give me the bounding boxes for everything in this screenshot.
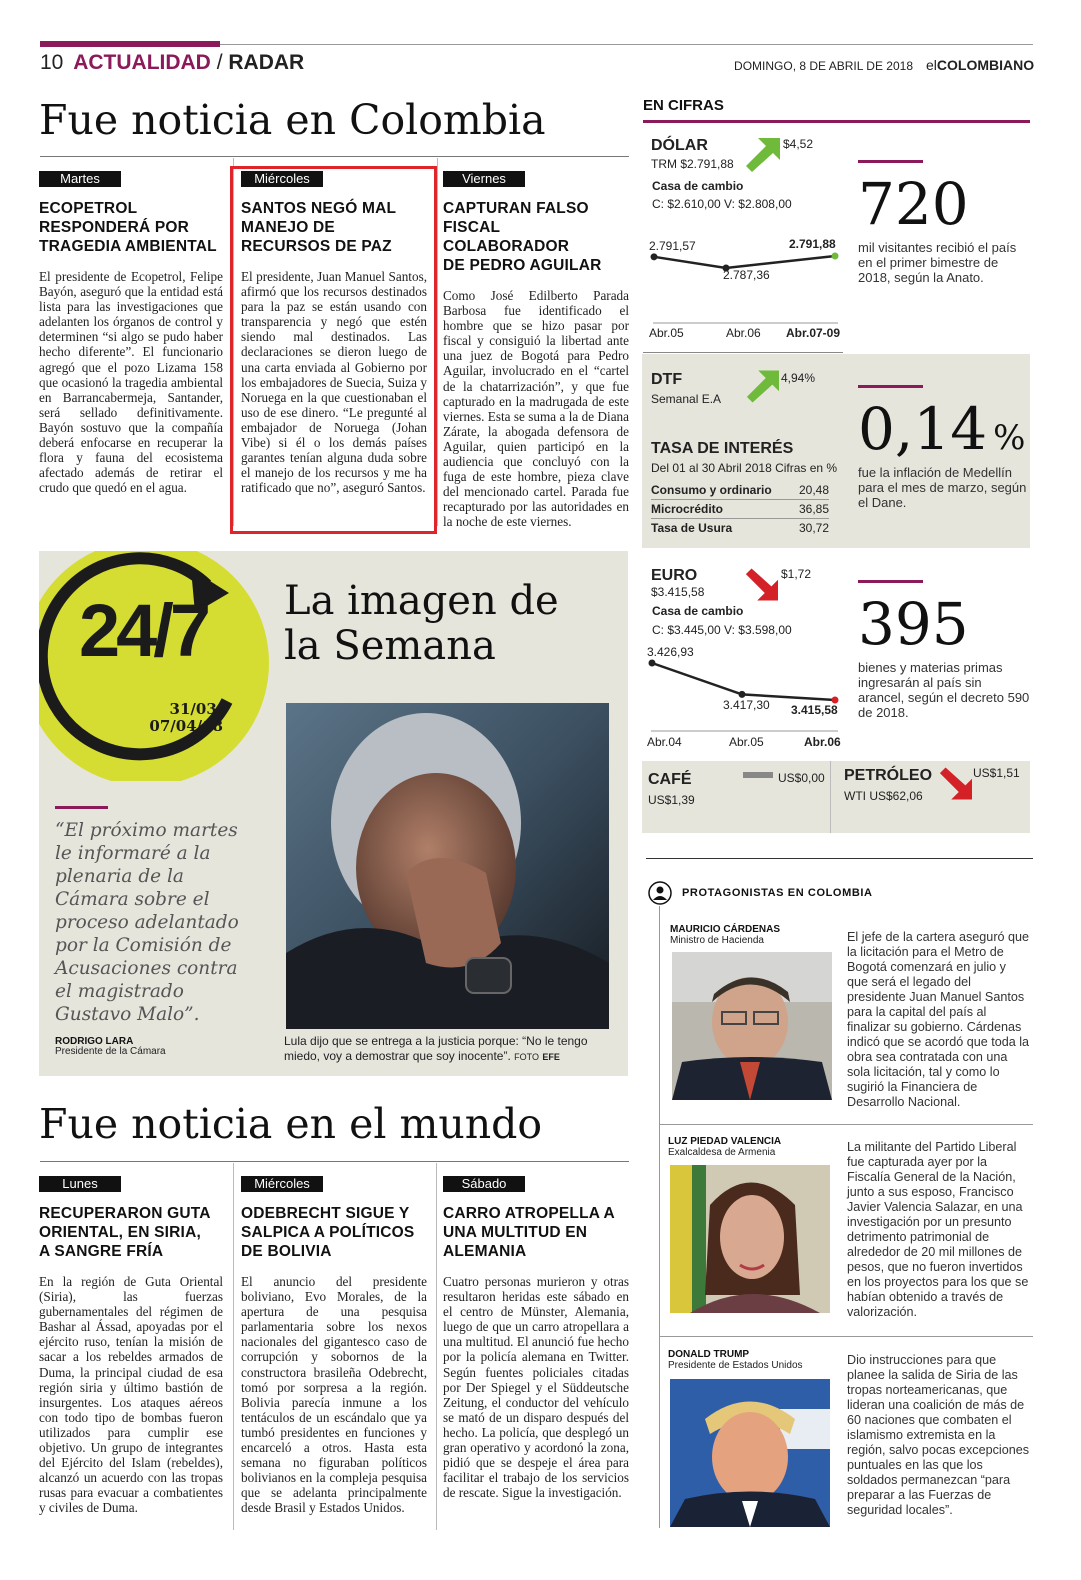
story-body: Cuatro personas murieron y otras resultaron heridas este sábado en el centro de Münster, Alemania, luego de que un carro atropellara a una multitud. El anunció fue hecho por la policía alemana en Twitter. Según fuentes policiales citadas por Der Spiegel y el Süddeutsche Zeitung, el conductor del vehículo se mató de un disparo después del hecho. La policía, que desplegó un gran operativo y acordonó la zona, pidió que se despeje el área para facilitar el trabajo de los servicios de rescate. Sigue la investigación. [443, 1274, 629, 1501]
valencia-photo [670, 1165, 830, 1313]
protagonist-text: La militante del Partido Liberal fue capturada ayer por la Fiscalía General de la Nación, junto a sus esposo, Francisco Javier Valencia Salazar, en una investigación por un presunto detrimento patrimonial de alrededor de 20 mil millones de pesos, que no fueron invertidos en los proyectos para los que se habían obtenido a través de valorización. [847, 1140, 1029, 1319]
mundo-col-divider-2 [436, 1163, 437, 1530]
colombia-story-2 [241, 171, 427, 495]
euro-name: EURO [651, 567, 698, 584]
quote-text: “El próximo martes le informaré a la plenaria de la Cámara sobre el proceso adelantado por la Comisión de Acusaciones contra el magistrado Gustavo Malo”. [55, 820, 239, 1025]
story-headline: ODEBRECHT SIGUE Y SALPICA A POLÍTICOS DE BOLIVIA [241, 1205, 415, 1260]
dolar-casa-label: Casa de cambio [652, 179, 744, 193]
protagonist-role: Ministro de Hacienda [670, 935, 764, 946]
day-tag: Miércoles [241, 171, 323, 187]
day-tag: Lunes [39, 1176, 121, 1192]
protagonist-role: Exalcaldesa de Armenia [668, 1147, 776, 1158]
panel-divider [830, 761, 831, 833]
fact-text: bienes y materias primas ingresarán al país sin arancel, según el decreto 590 de 2018. [858, 660, 1030, 720]
protagonist-role: Presidente de Estados Unidos [668, 1360, 803, 1371]
story-body: Como José Edilberto Parada Barbosa fue identificado el hombre que se hizo pasar por fiscal y consiguió la libertad ante una juez de Bogotá para Pedro Aguilar, involucrado en el “cartel de la chatarrización”, y que fue capturado en la madrugada de este viernes. Esta se suma a la de Diana Zárate, la abogada defensora de Aguilar, quien participó en la audiencia que concluyó con la fuga de este hombre, pieza clave del mencionado cartel. Parada fue recapturado por las autoridades en la noche de este viernes. [443, 288, 629, 530]
dolar-xlabel-2: Abr.06 [726, 326, 761, 340]
colombia-col-divider-2 [437, 158, 438, 526]
day-tag: Miércoles [241, 1176, 323, 1192]
protagonist-name: MAURICIO CÁRDENAS [670, 924, 780, 935]
fact-text: fue la inflación de Medellín para el mes de marzo, según el Dane. [858, 465, 1027, 510]
euro-point-2 [739, 691, 746, 698]
dolar-value-3: 2.791,88 [789, 237, 836, 251]
imagen-panel [39, 551, 628, 1076]
tasa-sub: Del 01 al 30 Abril 2018 Cifras en % [651, 461, 838, 475]
arrow-down-icon [744, 568, 778, 601]
day-tag: Martes [39, 171, 121, 187]
mundo-col-divider-1 [233, 1163, 234, 1530]
fact-3 [858, 580, 1030, 720]
header-accent-bar [40, 41, 220, 47]
petroleo-name: PETRÓLEO [844, 767, 933, 784]
table-row: Microcrédito 36,85 [651, 500, 829, 519]
table-row: Tasa de Usura 30,72 [651, 521, 829, 535]
euro-value-1: 3.426,93 [647, 645, 694, 659]
story-headline: RECUPERARON GUTA ORIENTAL, EN SIRIA, A SANGRE FRÍA [39, 1205, 211, 1260]
cafe-price: US$1,39 [648, 793, 695, 807]
cafe-petroleo-panel [642, 761, 1030, 833]
euro-change: $1,72 [781, 567, 812, 581]
section-name[interactable]: ACTUALIDAD [73, 51, 211, 74]
header-rule [220, 44, 1033, 45]
dtf-value: 4,94% [781, 371, 816, 385]
euro-xlabel-3: Abr.06 [804, 735, 841, 749]
mundo-story-2 [241, 1176, 427, 1516]
dolar-point-1 [651, 253, 658, 260]
badge-dates: 31/03- 07/04/18 [149, 700, 223, 735]
euro-casa-label: Casa de cambio [652, 604, 744, 618]
fact-rule [858, 385, 923, 388]
photo-caption: Lula dijo que se entrega a la justicia porque: “No le tengo miedo, voy a demostrar que soy inocente”. FOTO EFE [284, 1034, 588, 1063]
cifras-rule [643, 120, 1030, 123]
dolar-divider [643, 352, 843, 353]
cafe-change: US$0,00 [778, 771, 825, 785]
photo-credit: EFE [542, 1052, 560, 1062]
section-separator: / [216, 51, 223, 74]
fact-number: 720 [858, 170, 969, 238]
euro-xlabel-2: Abr.05 [729, 735, 764, 749]
quote-rule [55, 806, 108, 809]
dolar-change: $4,52 [783, 137, 814, 151]
story-body: El presidente, Juan Manuel Santos, afirmó que los recursos destinados para la paz se están usando con transparencia y negó que estén siendo mal destinados. Las declaraciones se dieron luego de una carta enviada al Gobierno por los embajadores de Suecia, Suiza y Noruega en la que cuestionaban el uso de ese dinero. “Le pregunté al embajador de Noruega (Johan Vibe) si él o los demás países garantes tenían alguna duda sobre el manejo de los recursos y me ha ratificado que no”, aseguró Santos. [241, 269, 427, 496]
story-body: El presidente de Ecopetrol, Felipe Bayón, aseguró que la entidad está lista para las investigaciones que adelanten los órganos de control y determinen “si algo se pudo haber hecho diferente”. El funcionario agregó que el pozo Lizama 158 que ocasionó la tragedia ambiental en Barrancabermeja, Santander, será sellado definitivamente. Bayón sostuvo que la compañía deberá enfocarse en recuperar la flora y fauna del ecosistema afectado además de retirar el crudo que quedó en el agua. [39, 269, 223, 496]
page-number: 10 [40, 51, 64, 74]
mundo-story-3 [443, 1176, 629, 1500]
trump-photo [670, 1379, 830, 1527]
story-body: El anuncio del presidente boliviano, Evo Morales, de la apertura de una pesquisa parlamentaria sobre los nexos nacionales del gigantesco caso de corrupción y sobornos de la constructora brasileña Odebrecht, tomó por sorpresa a la región. Bolivia parecía inmune a los tentáculos de un escándalo que ya tumbó presidentes en funciones y encarceló a otros. Hasta esta semana no figuraban políticos bolivianos en la compleja pesquisa que se adelanta principalmente desde Brasil y Estados Unidos. [241, 1274, 427, 1516]
lula-photo [286, 703, 609, 1029]
cafe-name: CAFÉ [648, 771, 692, 788]
table-row: Consumo y ordinario 20,48 [651, 481, 829, 500]
fact-2 [858, 385, 1030, 510]
fact-rule [858, 580, 923, 583]
imagen-title: La imagen de la Semana [284, 578, 559, 669]
euro-price: $3.415,58 [651, 585, 705, 599]
fact-number: 395 [858, 590, 969, 658]
brand-logo [926, 57, 1034, 73]
dolar-trm: TRM $2.791,88 [651, 157, 734, 171]
petroleo-change: US$1,51 [973, 766, 1020, 780]
protagonist-name: DONALD TRUMP [668, 1349, 750, 1360]
protagonist-1 [660, 910, 1032, 1125]
colombia-title-rule [40, 156, 629, 157]
euro-casa-values: C: $3.445,00 V: $3.598,00 [652, 623, 792, 637]
protagonist-text: El jefe de la cartera aseguró que la licitación para el Metro de Bogotá comenzará en julio y que será el legado del presidente Juan Manuel Santos para la capital del país al finalizar su gobierno. Cárdenas indicó que se acordó que toda la obra sea contratada con una sola licitación, tal y como lo sugirió la Financiera de Desarrollo Nacional. [847, 930, 1030, 1109]
arrow-down-icon [938, 767, 972, 800]
quote-role: Presidente de la Cámara [55, 1046, 166, 1057]
mundo-story-1 [39, 1176, 223, 1516]
dolar-block [643, 124, 843, 352]
protagonist-3 [660, 1337, 1032, 1542]
dolar-value-2: 2.787,36 [723, 268, 770, 282]
dolar-name: DÓLAR [651, 137, 708, 154]
euro-value-2: 3.417,30 [723, 698, 770, 712]
page-header [40, 50, 304, 76]
fact-text: mil visitantes recibió el país en el primer bimestre de 2018, según la Anato. [858, 240, 1017, 285]
euro-point-1 [649, 660, 656, 667]
fact-1 [858, 160, 1030, 285]
fact-number: 0,14 [858, 395, 988, 463]
colombia-story-3 [443, 171, 629, 530]
story-body: En la región de Guta Oriental (Siria), las fuerzas gubernamentales del régimen de Bashar al Ássad, apoyadas por el ejército ruso, tenían la misión de sacar a los rebeldes armados de Duma, la principal ciudad de esa región siria y último bastión de insurgentes. Los ataques aéreos con todo tipo de bombas fueron utilizados para cumplir ese objetivo. Un grupo de integrantes del Ejército del Islam (rebeldes), alcanzó un acuerdo con las tropas rusas para evacuar a combatientes y civiles de Duma. [39, 1274, 223, 1516]
dtf-name: DTF [651, 371, 683, 388]
arrow-up-icon [745, 370, 779, 403]
colombia-story-1 [39, 171, 223, 495]
dolar-xlabel-3: Abr.07-09 [786, 326, 841, 340]
colombia-title: Fue noticia en Colombia [39, 96, 546, 144]
arrow-up-icon [744, 138, 780, 172]
story-headline: ECOPETROL RESPONDERÁ POR TRAGEDIA AMBIENTAL [39, 200, 217, 255]
tasa-table [651, 481, 829, 538]
euro-line-chart [643, 650, 843, 735]
cifras-title: EN CIFRAS [643, 97, 724, 114]
fact-number-line [858, 396, 1030, 462]
cardenas-photo [672, 952, 832, 1100]
quote-author: RODRIGO LARA [55, 1036, 134, 1047]
dolar-series-line [654, 256, 835, 268]
subsection-name[interactable]: RADAR [228, 51, 305, 74]
day-tag: Sábado [443, 1176, 525, 1192]
dolar-point-3 [832, 253, 839, 260]
page-date: DOMINGO, 8 DE ABRIL DE 2018 [734, 59, 913, 73]
brand-prefix: el [926, 57, 937, 73]
dolar-casa-values: C: $2.610,00 V: $2.808,00 [652, 197, 792, 211]
story-headline: CARRO ATROPELLA A UNA MULTITUD EN ALEMANIA [443, 1205, 615, 1260]
brand-name: COLOMBIANO [936, 57, 1035, 73]
story-headline: SANTOS NEGÓ MAL MANEJO DE RECURSOS DE PAZ [241, 200, 397, 255]
euro-value-3: 3.415,58 [791, 703, 838, 717]
person-icon [648, 881, 672, 905]
mundo-title: Fue noticia en el mundo [39, 1100, 543, 1148]
tasa-name: TASA DE INTERÉS [651, 440, 794, 457]
day-tag: Viernes [443, 171, 525, 187]
dolar-value-1: 2.791,57 [649, 239, 696, 253]
protagonist-text: Dio instrucciones para que planee la salida de Siria de las tropas norteamericanas, que lideran una coalición de más de 60 naciones que combaten el islamismo extremista en la región, salvo pocas excepciones puntuales en las que los soldados permanezcan “para preparar a las Fuerzas de seguridad locales”. [847, 1353, 1030, 1517]
fact-unit: % [993, 418, 1026, 458]
euro-block [643, 560, 843, 755]
badge-main: 24/7 [79, 589, 208, 672]
dtf-sub: Semanal E.A [651, 392, 722, 406]
euro-xlabel-1: Abr.04 [647, 735, 682, 749]
protagonist-2 [660, 1125, 1032, 1335]
protagonist-name: LUZ PIEDAD VALENCIA [668, 1136, 782, 1147]
dolar-xlabel-1: Abr.05 [649, 326, 684, 340]
protagonistas-top-rule [646, 858, 1033, 859]
photo-credit-label: FOTO [514, 1052, 539, 1062]
mundo-title-rule [40, 1161, 629, 1162]
petroleo-price: WTI US$62,06 [844, 789, 923, 803]
protagonistas-title: PROTAGONISTAS EN COLOMBIA [682, 887, 873, 899]
fact-rule [858, 160, 923, 163]
flat-dash-icon [743, 772, 773, 778]
story-headline: CAPTURAN FALSO FISCAL COLABORADOR DE PEDRO AGUILAR [443, 200, 602, 274]
